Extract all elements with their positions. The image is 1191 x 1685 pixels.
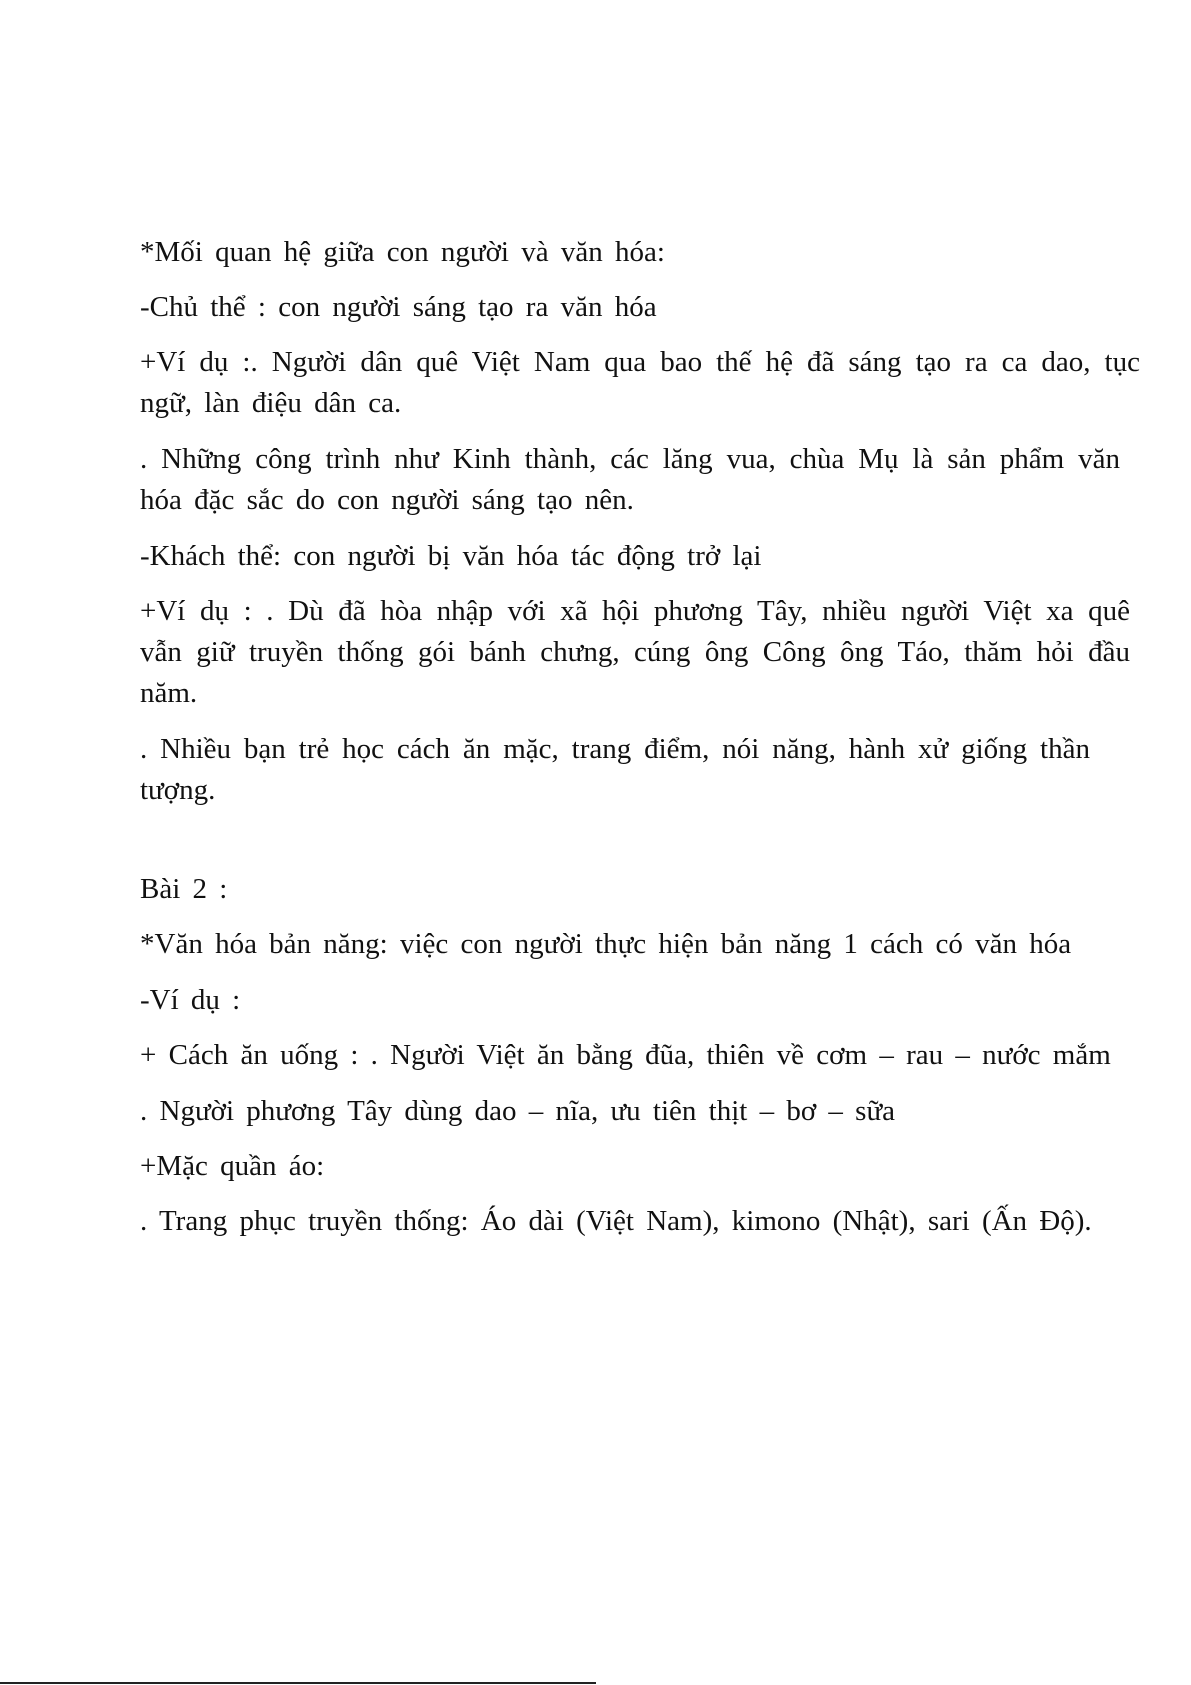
object-line: -Khách thể: con người bị văn hóa tác động trở lại	[140, 540, 762, 572]
heading-relationship: *Mối quan hệ giữa con người và văn hóa:	[140, 236, 665, 268]
example-tradition: +Ví dụ : . Dù đã hòa nhập với xã hội phương Tây, nhiều người Việt xa quê vẫn giữ truyền thống gói bánh chưng, cúng ông Công ông Táo, thăm hỏi đầu năm.	[140, 595, 1130, 709]
example-label: -Ví dụ :	[140, 984, 241, 1016]
subject-line: -Chủ thể : con người sáng tạo ra văn hóa	[140, 291, 657, 323]
example-youth: . Nhiều bạn trẻ học cách ăn mặc, trang điểm, nói năng, hành xử giống thần tượng.	[140, 733, 1090, 806]
example-architecture: . Những công trình như Kinh thành, các lăng vua, chùa Mụ là sản phẩm văn hóa đặc sắc do con người sáng tạo nên.	[140, 443, 1120, 516]
section-title-bai-2: Bài 2 :	[140, 873, 228, 905]
example-western-eating: . Người phương Tây dùng dao – nĩa, ưu tiên thịt – bơ – sữa	[140, 1095, 896, 1127]
example-eating: + Cách ăn uống : . Người Việt ăn bằng đũa, thiên về cơm – rau – nước mắm	[140, 1039, 1111, 1071]
instinct-culture-definition: *Văn hóa bản năng: việc con người thực hiện bản năng 1 cách có văn hóa	[140, 928, 1072, 960]
example-folk-culture: +Ví dụ :. Người dân quê Việt Nam qua bao thế hệ đã sáng tạo ra ca dao, tục ngữ, làn điệu dân ca.	[140, 346, 1140, 419]
footer-rule	[0, 1682, 596, 1684]
clothing-heading: +Mặc quần áo:	[140, 1150, 325, 1182]
example-clothing: . Trang phục truyền thống: Áo dài (Việt Nam), kimono (Nhật), sari (Ấn Độ).	[140, 1205, 1092, 1237]
document-body	[140, 232, 1140, 1257]
